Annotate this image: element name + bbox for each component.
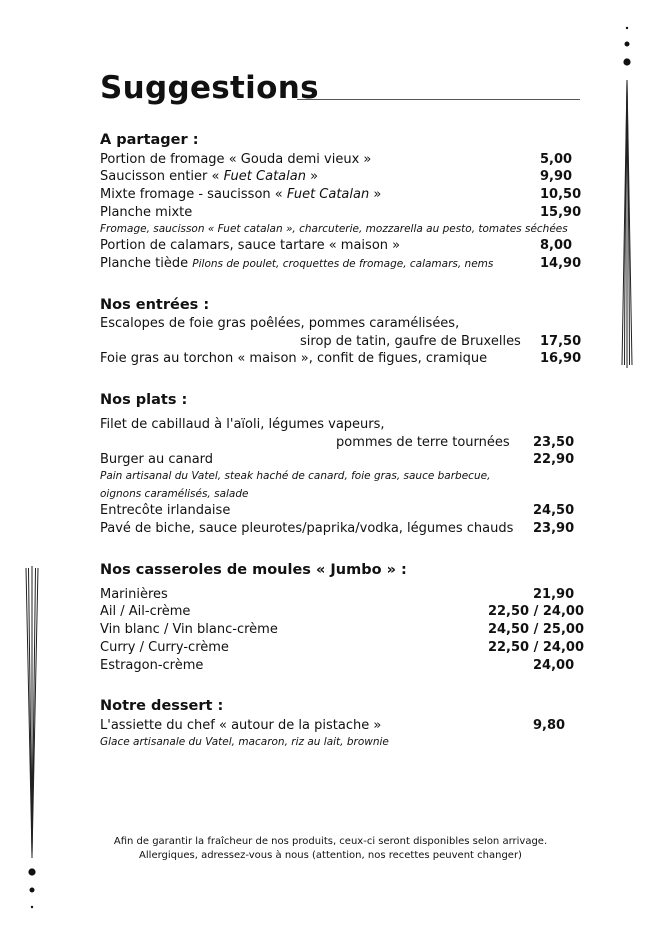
menu-item-price: 22,50 / 24,00 bbox=[487, 640, 584, 655]
menu-item-price: 14,90 bbox=[540, 256, 582, 271]
menu-item-name: Portion de calamars, sauce tartare « maison » bbox=[100, 238, 401, 253]
section-heading-partager: A partager : bbox=[100, 132, 199, 148]
footer-note-availability: Afin de garantir la fraîcheur de nos produits, ceux-ci seront disponibles selon arrivage. bbox=[113, 836, 548, 847]
menu-item-name: Pavé de biche, sauce pleurotes/paprika/vodka, légumes chauds bbox=[100, 521, 514, 536]
menu-item-description: Pain artisanal du Vatel, steak haché de canard, foie gras, sauce barbecue, bbox=[100, 470, 491, 482]
menu-item-price: 24,50 bbox=[533, 503, 575, 518]
menu-item-name: Burger au canard bbox=[100, 452, 214, 467]
top-right-ornament bbox=[610, 20, 640, 370]
menu-item-name: Mixte fromage - saucisson « Fuet Catalan » bbox=[100, 187, 382, 202]
menu-item-price: 5,00 bbox=[540, 152, 573, 167]
menu-item-price: 23,50 bbox=[533, 435, 575, 450]
menu-item-name: Portion de fromage « Gouda demi vieux » bbox=[100, 152, 372, 167]
menu-item-price: 15,90 bbox=[540, 205, 582, 220]
section-heading-plats: Nos plats : bbox=[100, 392, 188, 408]
menu-item-name: L'assiette du chef « autour de la pistache » bbox=[100, 718, 382, 733]
menu-item-price: 24,00 bbox=[533, 658, 575, 673]
title-underline bbox=[297, 99, 580, 100]
menu-item-price: 23,90 bbox=[533, 521, 575, 536]
menu-item-price: 22,90 bbox=[533, 452, 575, 467]
menu-item-price: 8,00 bbox=[540, 238, 573, 253]
menu-item-name: Foie gras au torchon « maison », confit de figues, cramique bbox=[100, 351, 488, 366]
footer-note-allergies: Allergiques, adressez-vous à nous (attention, nos recettes peuvent changer) bbox=[139, 850, 522, 861]
menu-item-price: 24,50 / 25,00 bbox=[487, 622, 584, 637]
menu-item-name-continued: sirop de tatin, gaufre de Bruxelles bbox=[300, 334, 521, 349]
bottom-left-ornament bbox=[18, 566, 48, 916]
menu-item-price: 17,50 bbox=[540, 334, 582, 349]
menu-item-name: Vin blanc / Vin blanc-crème bbox=[100, 622, 278, 637]
menu-item-name: Entrecôte irlandaise bbox=[100, 503, 231, 518]
menu-item-price: 9,90 bbox=[540, 169, 573, 184]
menu-item-description: Fromage, saucisson « Fuet catalan », charcuterie, mozzarella au pesto, tomates séchées bbox=[100, 223, 568, 235]
menu-item-name: Saucisson entier « Fuet Catalan » bbox=[100, 169, 319, 184]
menu-item-price: 16,90 bbox=[540, 351, 582, 366]
menu-item-inline-description: Pilons de poulet, croquettes de fromage, calamars, nems bbox=[192, 258, 494, 270]
menu-item-name: Planche mixte bbox=[100, 205, 193, 220]
menu-item-price: 21,90 bbox=[533, 587, 575, 602]
section-heading-dessert: Notre dessert : bbox=[100, 698, 224, 714]
menu-item-name: Ail / Ail-crème bbox=[100, 604, 191, 619]
menu-item-name: Marinières bbox=[100, 587, 168, 602]
menu-item-price: 22,50 / 24,00 bbox=[487, 604, 584, 619]
menu-item-description-continued: oignons caramélisés, salade bbox=[100, 488, 249, 500]
page-title: Suggestions bbox=[100, 70, 319, 106]
menu-item-name: Planche tiède Pilons de poulet, croquettes de fromage, calamars, nems bbox=[100, 256, 494, 271]
menu-item-price: 10,50 bbox=[540, 187, 582, 202]
menu-item-description: Glace artisanale du Vatel, macaron, riz au lait, brownie bbox=[100, 736, 389, 748]
section-heading-entrees: Nos entrées : bbox=[100, 297, 210, 313]
menu-item-name-continued: pommes de terre tournées bbox=[336, 435, 510, 450]
menu-item-name: Curry / Curry-crème bbox=[100, 640, 229, 655]
section-heading-moules: Nos casseroles de moules « Jumbo » : bbox=[100, 562, 407, 578]
menu-item-name: Escalopes de foie gras poêlées, pommes caramélisées, bbox=[100, 316, 460, 331]
menu-item-price: 9,80 bbox=[533, 718, 566, 733]
menu-item-name: Estragon-crème bbox=[100, 658, 204, 673]
menu-item-name: Filet de cabillaud à l'aïoli, légumes vapeurs, bbox=[100, 417, 385, 432]
